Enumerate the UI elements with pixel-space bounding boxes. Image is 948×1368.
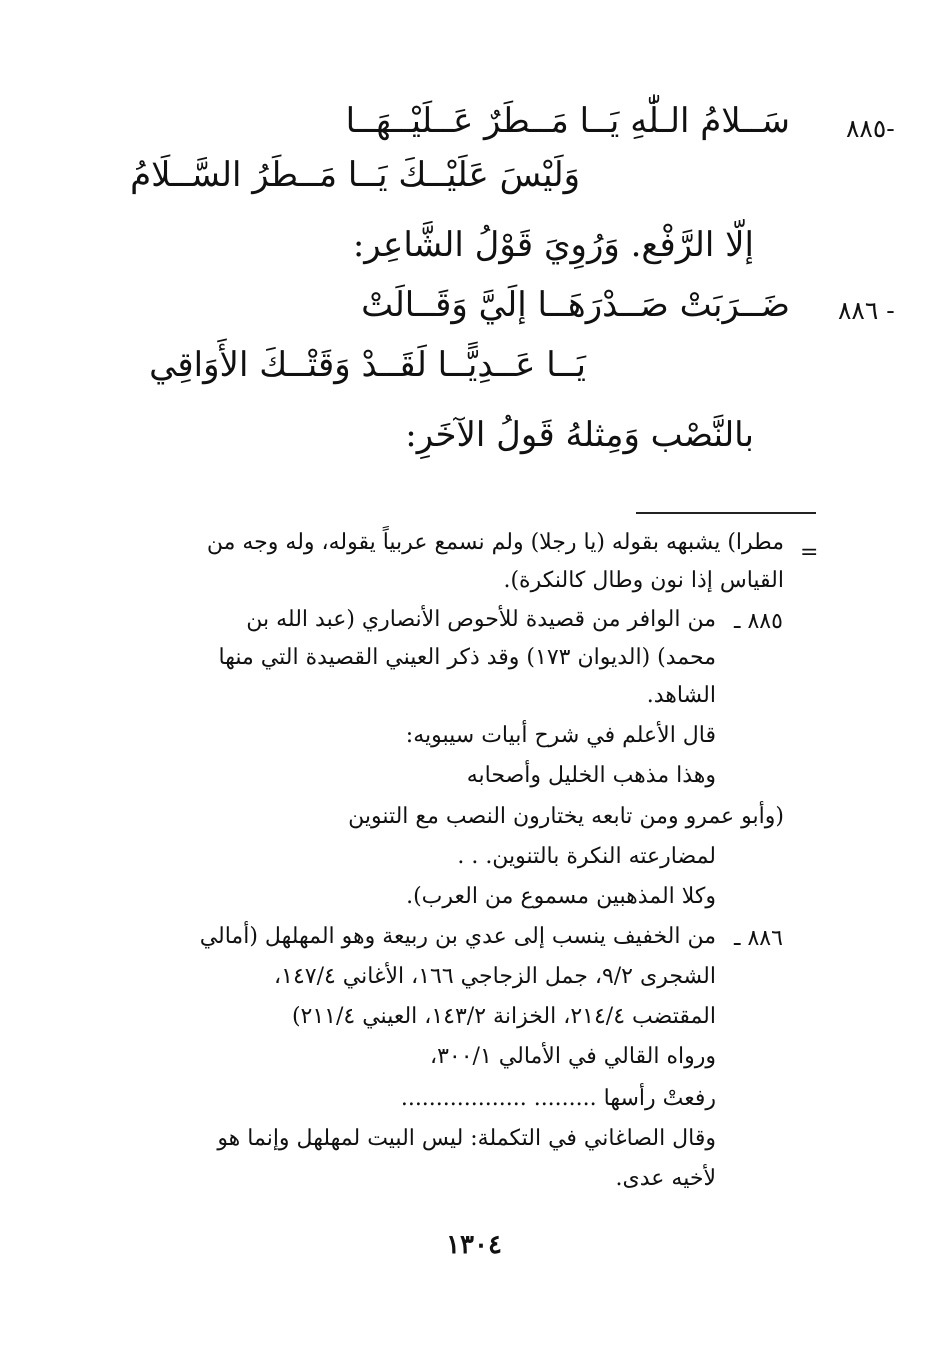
footnote-885-line-4: قال الأعلم في شرح أبيات سيبويه: <box>405 723 716 748</box>
footnote-885-line-1: من الوافر من قصيدة للأحوص الأنصاري (عبد الله بن <box>246 607 716 632</box>
footnote-885-line-6: (وأبو عمرو ومن تابعه يختارون النصب مع التنوين <box>348 804 784 829</box>
verse-885-line-1: سَــلامُ الـلّٰهِ يَــا مَــطَرٌ عَــلَيْــهَــا <box>345 101 790 141</box>
footnote-885-line-7: لمضارعته النكرة بالتنوين. . . <box>457 844 716 869</box>
verse-885-line-2: وَلَيْسَ عَلَيْــكَ يَــا مَــطَرُ السَّــلَامُ <box>130 155 580 195</box>
continued-marker: = <box>800 540 819 565</box>
footnote-885-line-5: وهذا مذهب الخليل وأصحابه <box>466 763 716 788</box>
verse-number-885: ٨٨٥- <box>846 114 895 143</box>
footnote-number-886: ٨٨٦ ـ <box>734 926 783 951</box>
verse-886-line-1: ضَــرَبَتْ صَــدْرَهَــا إلَيَّ وَقَــالَتْ <box>361 285 790 325</box>
footnote-886-line-7: لأخيه عدى. <box>615 1166 716 1191</box>
footnote-886-line-6: وقال الصاغاني في التكملة: ليس البيت لمهلهل وإنما هو <box>217 1126 716 1151</box>
footnote-885-line-2: محمد) (الديوان ١٧٣) وقد ذكر العيني القصيدة التي منها <box>218 645 716 670</box>
prose-line-1: إلّا الرَّفْع. وَرُوِيَ قَوْلُ الشَّاعِر: <box>352 225 754 265</box>
footnote-number-885: ٨٨٥ ـ <box>734 609 783 634</box>
page-number: ١٣٠٤ <box>446 1230 502 1260</box>
footnote-885-line-3: الشاهد. <box>646 683 716 708</box>
footnote-886-line-4: ورواه القالي في الأمالي ٣٠٠/١، <box>429 1044 716 1069</box>
footnote-886-line-2: الشجرى ٩/٢، جمل الزجاجي ١٦٦، الأغاني ١٤٧/٤، <box>274 964 716 989</box>
footnote-886-line-3: المقتضب ٢١٤/٤، الخزانة ١٤٣/٢، العيني ٢١١/٤) <box>291 1004 716 1029</box>
footnote-886-line-5: رفعتْ رأسها ......... .................. <box>400 1086 716 1111</box>
footnote-cont-line-1: مطرا) يشبهه بقوله (يا رجلا) ولم نسمع عربياً يقوله، وله وجه من <box>206 530 784 555</box>
footnote-885-line-8: وكلا المذهبين مسموع من العرب). <box>406 884 716 909</box>
footnote-886-line-1: من الخفيف ينسب إلى عدي بن ربيعة وهو المهلهل (أمالي <box>199 924 716 949</box>
verse-number-886: ٨٨٦ - <box>838 296 895 325</box>
footnote-separator <box>636 512 816 514</box>
footnote-cont-line-2: القياس إذا نون وطال كالنكرة). <box>503 568 784 593</box>
verse-886-line-2: يَــا عَــدِيًّــا لَقَــدْ وَقَتْــكَ الأَوَاقِي <box>149 345 586 385</box>
prose-line-2: بالنَّصْب وَمِثلهُ قَولُ الآخَرِ: <box>405 415 754 455</box>
